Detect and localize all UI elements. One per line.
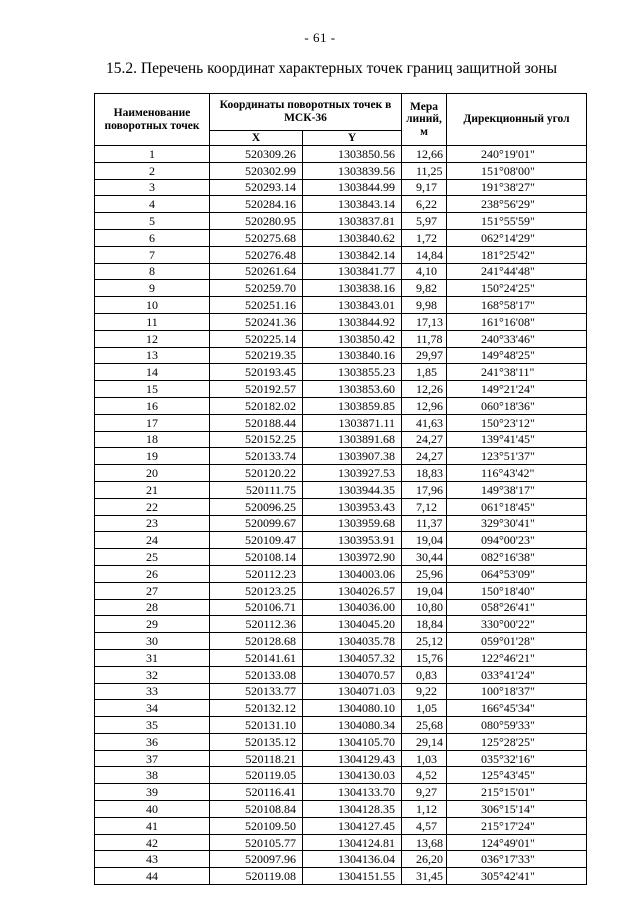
point-number-cell: 11: [95, 313, 210, 330]
direction-angle-cell: 238°56'29": [447, 196, 587, 213]
line-length-cell: 0,83: [402, 666, 447, 683]
table-row: [95, 297, 587, 314]
y-cell: 1303959.68: [303, 515, 402, 532]
line-length-cell: 12,96: [402, 397, 447, 414]
table-row: [95, 263, 587, 280]
line-length-cell: 1,03: [402, 750, 447, 767]
y-cell: 1304151.55: [303, 868, 402, 885]
direction-angle-cell: 122°46'21": [447, 649, 587, 666]
direction-angle-cell: 125°28'25": [447, 733, 587, 750]
line-length-cell: 1,12: [402, 801, 447, 818]
y-cell: 1304133.70: [303, 784, 402, 801]
direction-angle-cell: 305°42'41": [447, 868, 587, 885]
line-length-cell: 12,26: [402, 381, 447, 398]
point-number-cell: 35: [95, 717, 210, 734]
y-cell: 1303850.56: [303, 146, 402, 163]
coordinates-table: [94, 93, 587, 885]
direction-angle-cell: 062°14'29": [447, 229, 587, 246]
y-cell: 1303927.53: [303, 465, 402, 482]
line-length-cell: 18,83: [402, 465, 447, 482]
table-row: [95, 481, 587, 498]
y-cell: 1303944.35: [303, 481, 402, 498]
x-cell: 520293.14: [210, 179, 303, 196]
y-cell: 1303843.14: [303, 196, 402, 213]
direction-angle-cell: 241°38'11": [447, 364, 587, 381]
x-cell: 520219.35: [210, 347, 303, 364]
direction-angle-cell: 058°26'41": [447, 599, 587, 616]
direction-angle-cell: 125°43'45": [447, 767, 587, 784]
direction-angle-cell: 061°18'45": [447, 498, 587, 515]
direction-angle-cell: 150°18'40": [447, 582, 587, 599]
point-number-cell: 43: [95, 851, 210, 868]
table-row: [95, 381, 587, 398]
direction-angle-cell: 116°43'42": [447, 465, 587, 482]
line-length-cell: 24,27: [402, 431, 447, 448]
point-number-cell: 41: [95, 817, 210, 834]
line-length-cell: 29,97: [402, 347, 447, 364]
table-body: [95, 146, 587, 885]
direction-angle-cell: 151°08'00": [447, 162, 587, 179]
x-cell: 520120.22: [210, 465, 303, 482]
line-length-cell: 17,96: [402, 481, 447, 498]
direction-angle-cell: 064°53'09": [447, 565, 587, 582]
point-number-cell: 17: [95, 414, 210, 431]
line-length-cell: 5,97: [402, 213, 447, 230]
point-number-cell: 10: [95, 297, 210, 314]
y-cell: 1303907.38: [303, 448, 402, 465]
direction-angle-cell: 139°41'45": [447, 431, 587, 448]
point-number-cell: 14: [95, 364, 210, 381]
y-cell: 1303844.92: [303, 313, 402, 330]
point-number-cell: 4: [95, 196, 210, 213]
x-cell: 520108.84: [210, 801, 303, 818]
table-row: [95, 448, 587, 465]
y-cell: 1304105.70: [303, 733, 402, 750]
point-number-cell: 24: [95, 532, 210, 549]
header-x: X: [210, 131, 303, 146]
line-length-cell: 9,17: [402, 179, 447, 196]
table-row: [95, 683, 587, 700]
y-cell: 1304080.10: [303, 700, 402, 717]
table-row: [95, 498, 587, 515]
line-length-cell: 25,96: [402, 565, 447, 582]
table-row: [95, 868, 587, 885]
line-length-cell: 10,80: [402, 599, 447, 616]
direction-angle-cell: 329°30'41": [447, 515, 587, 532]
point-number-cell: 27: [95, 582, 210, 599]
x-cell: 520132.12: [210, 700, 303, 717]
line-length-cell: 25,68: [402, 717, 447, 734]
point-number-cell: 20: [95, 465, 210, 482]
line-length-cell: 30,44: [402, 549, 447, 566]
y-cell: 1304026.57: [303, 582, 402, 599]
x-cell: 520106.71: [210, 599, 303, 616]
y-cell: 1303972.90: [303, 549, 402, 566]
table-row: [95, 582, 587, 599]
x-cell: 520275.68: [210, 229, 303, 246]
x-cell: 520108.14: [210, 549, 303, 566]
header-y: Y: [303, 131, 402, 146]
x-cell: 520133.08: [210, 666, 303, 683]
table-row: [95, 347, 587, 364]
table-row: [95, 179, 587, 196]
point-number-cell: 7: [95, 246, 210, 263]
point-number-cell: 28: [95, 599, 210, 616]
direction-angle-cell: 100°18'37": [447, 683, 587, 700]
line-length-cell: 18,84: [402, 616, 447, 633]
x-cell: 520119.08: [210, 868, 303, 885]
point-number-cell: 33: [95, 683, 210, 700]
y-cell: 1304003.06: [303, 565, 402, 582]
table-row: [95, 784, 587, 801]
point-number-cell: 21: [95, 481, 210, 498]
point-number-cell: 25: [95, 549, 210, 566]
line-length-cell: 19,04: [402, 532, 447, 549]
x-cell: 520096.25: [210, 498, 303, 515]
x-cell: 520261.64: [210, 263, 303, 280]
x-cell: 520133.74: [210, 448, 303, 465]
x-cell: 520241.36: [210, 313, 303, 330]
y-cell: 1303838.16: [303, 280, 402, 297]
x-cell: 520105.77: [210, 834, 303, 851]
y-cell: 1303953.43: [303, 498, 402, 515]
table-row: [95, 397, 587, 414]
direction-angle-cell: 151°55'59": [447, 213, 587, 230]
direction-angle-cell: 168°58'17": [447, 297, 587, 314]
x-cell: 520109.47: [210, 532, 303, 549]
y-cell: 1303891.68: [303, 431, 402, 448]
point-number-cell: 34: [95, 700, 210, 717]
y-cell: 1304130.03: [303, 767, 402, 784]
x-cell: 520192.57: [210, 381, 303, 398]
x-cell: 520182.02: [210, 397, 303, 414]
direction-angle-cell: 123°51'37": [447, 448, 587, 465]
point-number-cell: 16: [95, 397, 210, 414]
point-number-cell: 29: [95, 616, 210, 633]
x-cell: 520309.26: [210, 146, 303, 163]
direction-angle-cell: 150°23'12": [447, 414, 587, 431]
point-number-cell: 8: [95, 263, 210, 280]
direction-angle-cell: 149°21'24": [447, 381, 587, 398]
direction-angle-cell: 306°15'14": [447, 801, 587, 818]
x-cell: 520259.70: [210, 280, 303, 297]
direction-angle-cell: 149°38'17": [447, 481, 587, 498]
table-row: [95, 162, 587, 179]
point-number-cell: 31: [95, 649, 210, 666]
line-length-cell: 9,22: [402, 683, 447, 700]
direction-angle-cell: 060°18'36": [447, 397, 587, 414]
line-length-cell: 25,12: [402, 633, 447, 650]
line-length-cell: 4,57: [402, 817, 447, 834]
y-cell: 1304045.20: [303, 616, 402, 633]
line-length-cell: 11,25: [402, 162, 447, 179]
x-cell: 520112.36: [210, 616, 303, 633]
table-row: [95, 565, 587, 582]
x-cell: 520118.21: [210, 750, 303, 767]
table-row: [95, 431, 587, 448]
table-row: [95, 616, 587, 633]
x-cell: 520109.50: [210, 817, 303, 834]
table-row: [95, 666, 587, 683]
point-number-cell: 36: [95, 733, 210, 750]
y-cell: 1304127.45: [303, 817, 402, 834]
x-cell: 520188.44: [210, 414, 303, 431]
section-title: 15.2. Перечень координат характерных точек границ защитной зоны: [106, 60, 558, 77]
point-number-cell: 12: [95, 330, 210, 347]
point-number-cell: 19: [95, 448, 210, 465]
direction-angle-cell: 181°25'42": [447, 246, 587, 263]
table-row: [95, 364, 587, 381]
x-cell: 520116.41: [210, 784, 303, 801]
table-row: [95, 414, 587, 431]
table-row: [95, 549, 587, 566]
point-number-cell: 5: [95, 213, 210, 230]
line-length-cell: 6,22: [402, 196, 447, 213]
point-number-cell: 32: [95, 666, 210, 683]
y-cell: 1304057.32: [303, 649, 402, 666]
header-coordinates: Координаты поворотных точек в МСК-36: [210, 94, 402, 131]
point-number-cell: 39: [95, 784, 210, 801]
x-cell: 520152.25: [210, 431, 303, 448]
line-length-cell: 17,13: [402, 313, 447, 330]
y-cell: 1304080.34: [303, 717, 402, 734]
y-cell: 1304136.04: [303, 851, 402, 868]
point-number-cell: 23: [95, 515, 210, 532]
direction-angle-cell: 240°33'46": [447, 330, 587, 347]
line-length-cell: 26,20: [402, 851, 447, 868]
table-row: [95, 801, 587, 818]
direction-angle-cell: 191°38'27": [447, 179, 587, 196]
line-length-cell: 4,10: [402, 263, 447, 280]
direction-angle-cell: 166°45'34": [447, 700, 587, 717]
table-row: [95, 229, 587, 246]
header-line-length: Мера линий, м: [402, 94, 447, 146]
line-length-cell: 1,05: [402, 700, 447, 717]
direction-angle-cell: 035°32'16": [447, 750, 587, 767]
direction-angle-cell: 240°19'01": [447, 146, 587, 163]
y-cell: 1303843.01: [303, 297, 402, 314]
x-cell: 520284.16: [210, 196, 303, 213]
line-length-cell: 9,82: [402, 280, 447, 297]
line-length-cell: 31,45: [402, 868, 447, 885]
table-row: [95, 515, 587, 532]
x-cell: 520141.61: [210, 649, 303, 666]
table-row: [95, 717, 587, 734]
y-cell: 1303837.81: [303, 213, 402, 230]
direction-angle-cell: 150°24'25": [447, 280, 587, 297]
table-row: [95, 817, 587, 834]
direction-angle-cell: 080°59'33": [447, 717, 587, 734]
direction-angle-cell: 241°44'48": [447, 263, 587, 280]
direction-angle-cell: 215°17'24": [447, 817, 587, 834]
line-length-cell: 24,27: [402, 448, 447, 465]
table-row: [95, 599, 587, 616]
x-cell: 520302.99: [210, 162, 303, 179]
x-cell: 520119.05: [210, 767, 303, 784]
table-row: [95, 280, 587, 297]
table-row: [95, 246, 587, 263]
y-cell: 1304071.03: [303, 683, 402, 700]
line-length-cell: 29,14: [402, 733, 447, 750]
line-length-cell: 14,84: [402, 246, 447, 263]
y-cell: 1303853.60: [303, 381, 402, 398]
table-row: [95, 767, 587, 784]
point-number-cell: 15: [95, 381, 210, 398]
x-cell: 520276.48: [210, 246, 303, 263]
line-length-cell: 15,76: [402, 649, 447, 666]
y-cell: 1303859.85: [303, 397, 402, 414]
y-cell: 1304036.00: [303, 599, 402, 616]
y-cell: 1304035.78: [303, 633, 402, 650]
direction-angle-cell: 036°17'33": [447, 851, 587, 868]
direction-angle-cell: 059°01'28": [447, 633, 587, 650]
y-cell: 1303842.14: [303, 246, 402, 263]
table-row: [95, 532, 587, 549]
direction-angle-cell: 215°15'01": [447, 784, 587, 801]
direction-angle-cell: 161°16'08": [447, 313, 587, 330]
y-cell: 1303840.62: [303, 229, 402, 246]
y-cell: 1303855.23: [303, 364, 402, 381]
line-length-cell: 9,98: [402, 297, 447, 314]
line-length-cell: 9,27: [402, 784, 447, 801]
point-number-cell: 13: [95, 347, 210, 364]
point-number-cell: 6: [95, 229, 210, 246]
x-cell: 520111.75: [210, 481, 303, 498]
line-length-cell: 4,52: [402, 767, 447, 784]
direction-angle-cell: 082°16'38": [447, 549, 587, 566]
header-point-name: Наименование поворотных точек: [95, 94, 210, 146]
y-cell: 1303953.91: [303, 532, 402, 549]
point-number-cell: 37: [95, 750, 210, 767]
point-number-cell: 2: [95, 162, 210, 179]
x-cell: 520099.67: [210, 515, 303, 532]
line-length-cell: 1,85: [402, 364, 447, 381]
line-length-cell: 1,72: [402, 229, 447, 246]
direction-angle-cell: 149°48'25": [447, 347, 587, 364]
point-number-cell: 3: [95, 179, 210, 196]
table-row: [95, 700, 587, 717]
direction-angle-cell: 124°49'01": [447, 834, 587, 851]
point-number-cell: 38: [95, 767, 210, 784]
point-number-cell: 42: [95, 834, 210, 851]
line-length-cell: 13,68: [402, 834, 447, 851]
table-row: [95, 213, 587, 230]
line-length-cell: 12,66: [402, 146, 447, 163]
y-cell: 1303850.42: [303, 330, 402, 347]
direction-angle-cell: 033°41'24": [447, 666, 587, 683]
point-number-cell: 30: [95, 633, 210, 650]
table-row: [95, 834, 587, 851]
table-row: [95, 196, 587, 213]
x-cell: 520251.16: [210, 297, 303, 314]
table-row: [95, 750, 587, 767]
line-length-cell: 11,37: [402, 515, 447, 532]
point-number-cell: 22: [95, 498, 210, 515]
table-row: [95, 146, 587, 163]
point-number-cell: 18: [95, 431, 210, 448]
line-length-cell: 19,04: [402, 582, 447, 599]
x-cell: 520128.68: [210, 633, 303, 650]
table-row: [95, 733, 587, 750]
x-cell: 520225.14: [210, 330, 303, 347]
point-number-cell: 1: [95, 146, 210, 163]
table-row: [95, 330, 587, 347]
y-cell: 1303871.11: [303, 414, 402, 431]
y-cell: 1304070.57: [303, 666, 402, 683]
x-cell: 520135.12: [210, 733, 303, 750]
x-cell: 520193.45: [210, 364, 303, 381]
x-cell: 520131.10: [210, 717, 303, 734]
table-row: [95, 313, 587, 330]
table-row: [95, 851, 587, 868]
direction-angle-cell: 094°00'23": [447, 532, 587, 549]
line-length-cell: 41,63: [402, 414, 447, 431]
direction-angle-cell: 330°00'22": [447, 616, 587, 633]
header-direction-angle: Дирекционный угол: [447, 94, 587, 146]
point-number-cell: 44: [95, 868, 210, 885]
table-row: [95, 633, 587, 650]
y-cell: 1303839.56: [303, 162, 402, 179]
x-cell: 520280.95: [210, 213, 303, 230]
y-cell: 1304128.35: [303, 801, 402, 818]
point-number-cell: 9: [95, 280, 210, 297]
y-cell: 1304124.81: [303, 834, 402, 851]
x-cell: 520133.77: [210, 683, 303, 700]
table-row: [95, 465, 587, 482]
x-cell: 520112.23: [210, 565, 303, 582]
x-cell: 520097.96: [210, 851, 303, 868]
line-length-cell: 11,78: [402, 330, 447, 347]
table-row: [95, 649, 587, 666]
line-length-cell: 7,12: [402, 498, 447, 515]
point-number-cell: 40: [95, 801, 210, 818]
point-number-cell: 26: [95, 565, 210, 582]
x-cell: 520123.25: [210, 582, 303, 599]
y-cell: 1303840.16: [303, 347, 402, 364]
y-cell: 1303841.77: [303, 263, 402, 280]
y-cell: 1303844.99: [303, 179, 402, 196]
page-number: - 61 -: [304, 30, 336, 45]
y-cell: 1304129.43: [303, 750, 402, 767]
